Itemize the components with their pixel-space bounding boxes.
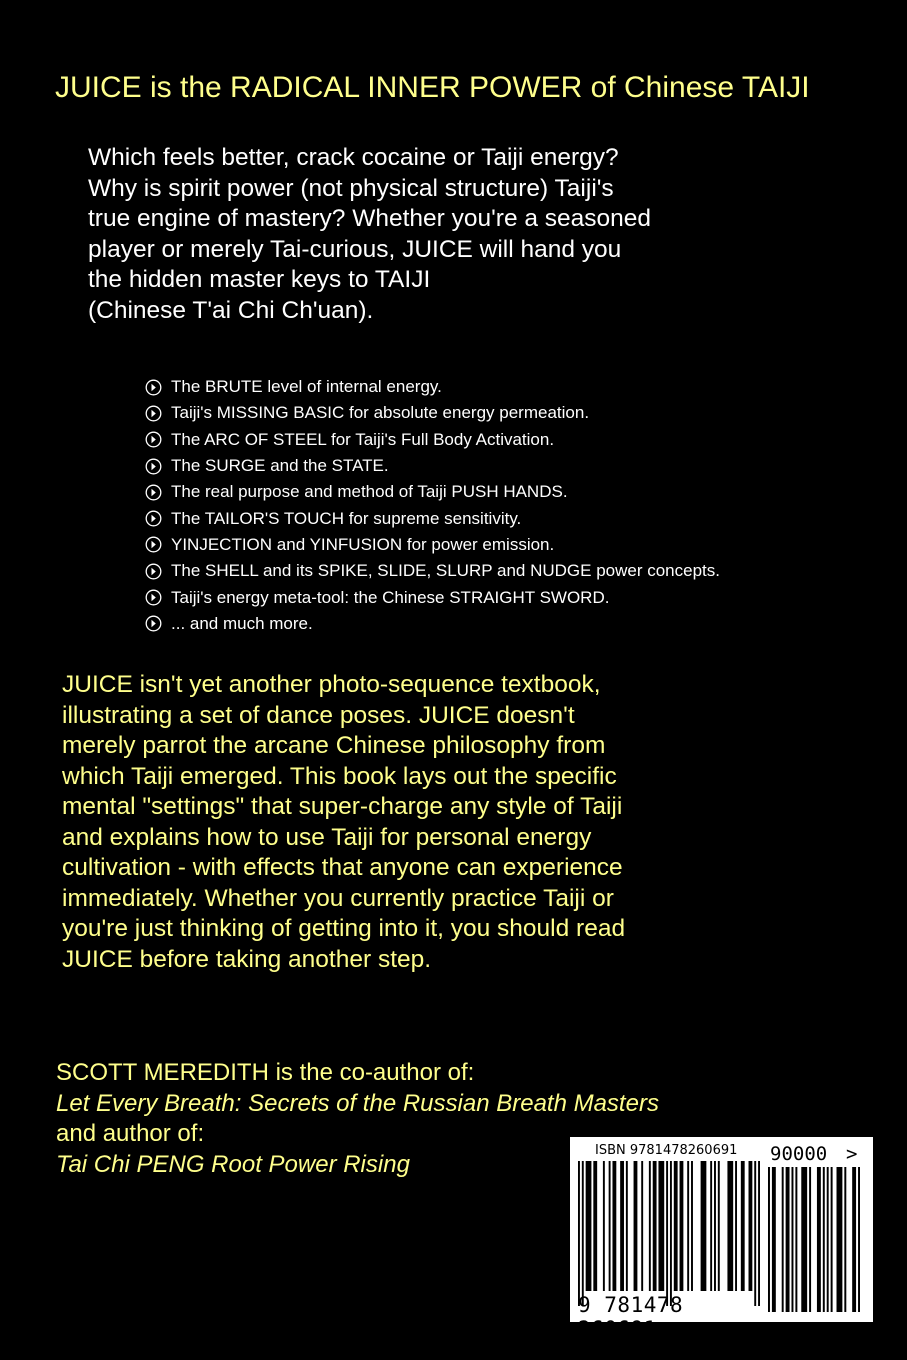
price-mark: > [846, 1143, 858, 1165]
body-line: mental "settings" that super-charge any style of Taiji [62, 793, 623, 820]
barcode-bar [582, 1161, 584, 1306]
feature-list [145, 374, 875, 637]
ean13-bars [578, 1161, 760, 1311]
barcode-bar [795, 1167, 797, 1312]
barcode-bar [791, 1167, 793, 1312]
circled-chevron-right-icon [145, 510, 162, 527]
barcode-bar [609, 1161, 611, 1291]
barcode-bar [687, 1161, 689, 1291]
book-title: Let Every Breath: Secrets of the Russian Breath Masters [56, 1089, 659, 1117]
barcode-bar [649, 1161, 651, 1291]
feature-list-item [145, 584, 875, 610]
feature-list-item [145, 374, 875, 400]
circled-chevron-right-icon [145, 484, 162, 501]
barcode-bar [658, 1161, 664, 1291]
barcode-bar [691, 1161, 693, 1291]
body-line: you're just thinking of getting into it, you should read [62, 915, 626, 942]
barcode-bar [735, 1161, 737, 1291]
barcode-bar [758, 1161, 760, 1306]
circled-chevron-right-icon [145, 458, 162, 475]
intro-line: true engine of mastery? Whether you're a seasoned [88, 205, 652, 232]
barcode-bar [749, 1161, 753, 1291]
barcode-bar [852, 1167, 856, 1312]
barcode-bar [680, 1161, 684, 1291]
barcode-bar [603, 1161, 605, 1291]
barcode-bar [653, 1161, 657, 1291]
feature-list-item-text: The BRUTE level of internal energy. [171, 377, 442, 397]
barcode-bar [837, 1167, 843, 1312]
intro-line: the hidden master keys to TAIJI [88, 266, 431, 293]
barcode-bar [718, 1161, 720, 1291]
intro-paragraph [88, 143, 788, 326]
feature-list-item [145, 400, 875, 426]
barcode-bar [741, 1161, 745, 1291]
body-line: cultivation - with effects that anyone can experience [62, 854, 623, 881]
barcode-bar [710, 1161, 712, 1291]
circled-chevron-right-icon [145, 589, 162, 606]
barcode-bar [626, 1161, 628, 1291]
barcode-bar [858, 1167, 860, 1312]
circled-chevron-right-icon [145, 615, 162, 632]
barcode-bar [612, 1161, 616, 1291]
feature-list-item [145, 558, 875, 584]
barcode-bar [620, 1161, 624, 1291]
isbn-barcode [570, 1137, 873, 1341]
circled-chevron-right-icon [145, 405, 162, 422]
barcode-bar [827, 1167, 829, 1312]
feature-list-item-text: Taiji's MISSING BASIC for absolute energy permeation. [171, 403, 590, 423]
intro-line: player or merely Tai-curious, JUICE will hand you [88, 235, 622, 263]
barcode-bar [844, 1167, 846, 1312]
barcode-bar [772, 1167, 776, 1312]
feature-list-item-text: The TAILOR'S TOUCH for supreme sensitivity. [171, 508, 522, 528]
isbn-label: ISBN 9781478260691 [595, 1143, 738, 1158]
barcode-bar [586, 1161, 592, 1291]
circled-chevron-right-icon [145, 431, 162, 448]
feature-list-item [145, 532, 875, 558]
intro-line: Why is spirit power (not physical structure) Taiji's [88, 174, 614, 202]
barcode-bar [768, 1167, 770, 1312]
feature-list-item [145, 427, 875, 453]
body-line: illustrating a set of dance poses. JUICE doesn't [62, 701, 575, 729]
feature-list-item-text: The real purpose and method of Taiji PUSH HANDS. [171, 482, 568, 502]
circled-chevron-right-icon [145, 536, 162, 553]
body-line: merely parrot the arcane Chinese philosophy from [62, 732, 606, 759]
barcode-bar [831, 1167, 833, 1312]
barcode-bar [670, 1161, 672, 1306]
barcode-bar [701, 1161, 707, 1291]
barcode-bar [823, 1167, 825, 1312]
barcode-bar [782, 1167, 784, 1312]
feature-list-item-text: Taiji's energy meta-tool: the Chinese STRAIGHT SWORD. [171, 587, 610, 607]
barcode-bar [578, 1161, 580, 1306]
barcode-bar [714, 1161, 716, 1291]
description-paragraph [62, 670, 782, 975]
body-line: JUICE isn't yet another photo-sequence textbook, [62, 671, 601, 698]
barcode-bar [754, 1161, 756, 1306]
author-line: and author of: [56, 1120, 205, 1147]
body-line: JUICE before taking another step. [62, 945, 432, 973]
book-title: Tai Chi PENG Root Power Rising [56, 1150, 410, 1178]
headline: JUICE is the RADICAL INNER POWER of Chinese TAIJI [55, 71, 810, 104]
barcode-bar [641, 1161, 643, 1291]
intro-line: (Chinese T'ai Chi Ch'uan). [88, 296, 374, 324]
price-code: 90000 [770, 1143, 828, 1165]
feature-list-item-text: The SURGE and the STATE. [171, 456, 389, 476]
body-line: immediately. Whether you currently practice Taiji or [62, 884, 614, 912]
feature-list-item [145, 611, 875, 637]
feature-list-item [145, 505, 875, 531]
isbn-digits: 9 781478 260691 [578, 1293, 684, 1341]
circled-chevron-right-icon [145, 563, 162, 580]
barcode-bar [666, 1161, 668, 1306]
feature-list-item-text: The ARC OF STEEL for Taiji's Full Body Activation. [171, 429, 555, 449]
body-line: and explains how to use Taiji for personal energy [62, 823, 592, 851]
barcode-bar [727, 1161, 733, 1291]
feature-list-item [145, 453, 875, 479]
addon-bars [768, 1167, 860, 1312]
feature-list-item [145, 479, 875, 505]
circled-chevron-right-icon [145, 379, 162, 396]
barcode-bar [634, 1161, 638, 1291]
barcode-bar [809, 1167, 811, 1312]
intro-line: Which feels better, crack cocaine or Taiji energy? [88, 144, 619, 171]
feature-list-item-text: The SHELL and its SPIKE, SLIDE, SLURP and NUDGE power concepts. [171, 561, 720, 581]
feature-list-item-text: YINJECTION and YINFUSION for power emission. [171, 534, 555, 554]
barcode-bar [674, 1161, 678, 1291]
body-line: which Taiji emerged. This book lays out the specific [62, 762, 617, 790]
barcode-bar [593, 1161, 597, 1291]
barcode-bar [817, 1167, 821, 1312]
author-line: SCOTT MEREDITH is the co-author of: [56, 1059, 475, 1086]
feature-list-item-text: ... and much more. [171, 613, 313, 633]
barcode-bar [786, 1167, 790, 1312]
barcode-bar [801, 1167, 807, 1312]
